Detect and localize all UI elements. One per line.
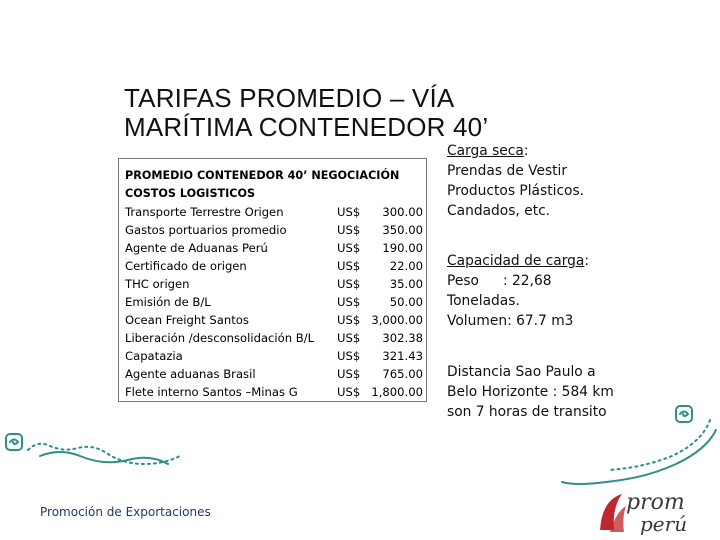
weight-unit: Toneladas. [447,293,520,309]
cost-row-value: 1,800.00 [371,385,423,399]
cost-row [125,239,426,257]
weight-value: : 22,68 [503,273,552,289]
cost-table [118,158,427,402]
footer-label: Promoción de Exportaciones [40,505,211,519]
cost-row-value: 302.38 [382,331,423,345]
cost-row-label: Certificado de origen [125,259,247,273]
cost-row-currency: US$ [337,367,361,381]
distance-line: Belo Horizonte : 584 km [447,384,614,400]
logo-text-prom: prom [626,490,685,515]
distance-line: son 7 horas de transito [447,404,607,420]
cost-row-label: Flete interno Santos –Minas G [125,385,298,399]
cost-row [125,383,426,401]
cost-row-value: 3,000.00 [371,313,423,327]
cargo-block [447,141,647,221]
cost-row-currency: US$ [337,331,361,345]
cost-table-heading: PROMEDIO CONTENEDOR 40’ NEGOCIACIÓN [125,169,400,182]
cost-row-label: Emisión de B/L [125,295,211,309]
cost-row-value: 350.00 [382,223,423,237]
cost-row-value: 190.00 [382,241,423,255]
slide-title [124,84,544,142]
cost-row [125,365,426,383]
cost-row-label: Liberación /desconsolidación B/L [125,331,315,345]
cost-row-currency: US$ [337,313,361,327]
cost-row-currency: US$ [337,241,361,255]
cost-row-currency: US$ [337,277,361,291]
cost-row-value: 50.00 [389,295,423,309]
cost-row-label: Agente de Aduanas Perú [125,241,268,255]
title-line-2: MARÍTIMA CONTENEDOR 40’ [124,112,489,142]
cost-row-currency: US$ [337,295,361,309]
weight-label: Peso [447,273,479,289]
cost-row-value: 22.00 [389,259,423,273]
volume-label: Volumen [447,313,508,329]
decorative-swirl-right [560,390,720,500]
cost-row [125,347,426,365]
decorative-swirl-left [0,420,200,490]
cost-row [125,311,426,329]
capacity-title: Capacidad de carga [447,253,585,269]
cost-row-currency: US$ [337,223,361,237]
cost-rows [125,203,426,401]
cargo-line: Productos Plásticos. [447,183,585,199]
cost-row-label: THC origen [125,277,190,291]
cargo-title: Carga seca [447,143,524,159]
cost-row-currency: US$ [337,349,361,363]
cost-row [125,203,426,221]
cargo-line: Candados, etc. [447,203,551,219]
cost-row-label: Agente aduanas Brasil [125,367,256,381]
capacity-block [447,251,647,331]
cost-row-currency: US$ [337,205,361,219]
distance-line: Distancia Sao Paulo a [447,364,596,380]
cost-row-label: Ocean Freight Santos [125,313,249,327]
cost-row-value: 300.00 [382,205,423,219]
cost-row-label: Transporte Terrestre Origen [125,205,284,219]
cost-row [125,221,426,239]
logo-text-peru: perú [640,512,688,536]
cost-row-label: Gastos portuarios promedio [125,223,287,237]
cost-row-value: 35.00 [389,277,423,291]
cost-row-currency: US$ [337,385,361,399]
cost-row [125,329,426,347]
cost-row [125,257,426,275]
cost-row-value: 765.00 [382,367,423,381]
cost-table-subheading: COSTOS LOGISTICOS [125,187,256,200]
cost-row-label: Capatazia [125,349,183,363]
capacity-colon: : [584,253,590,269]
cargo-line: Prendas de Vestir [447,163,568,179]
cost-row-currency: US$ [337,259,361,273]
title-line-1: TARIFAS PROMEDIO – VÍA [124,83,455,113]
cargo-colon: : [523,143,529,159]
cost-row-value: 321.43 [382,349,423,363]
cost-row [125,293,426,311]
cost-row [125,275,426,293]
volume-value: : 67.7 m3 [507,313,574,329]
